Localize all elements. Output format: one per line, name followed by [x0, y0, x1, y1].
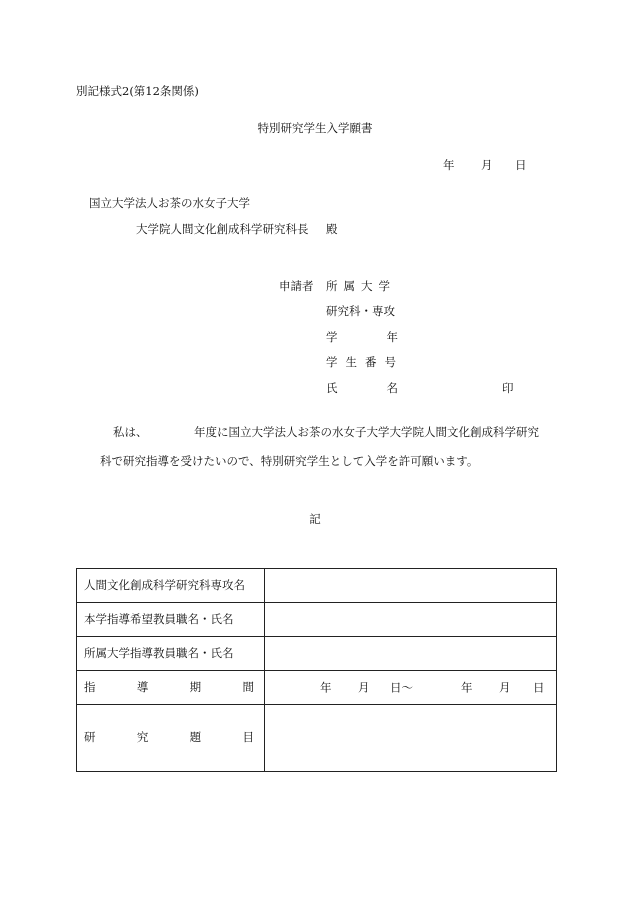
seal-mark: 印	[502, 381, 514, 395]
applicant-year: 学年	[326, 330, 447, 344]
table-row	[77, 705, 557, 772]
addressee-dean: 大学院人間文化創成科学研究科長	[136, 222, 309, 236]
addressee-university: 国立大学法人お茶の水女子大学	[89, 196, 250, 210]
row-label-period	[84, 679, 264, 694]
value-field-desired-supervisor[interactable]	[265, 603, 557, 637]
body-text-line2: 科で研究指導を受けたいので、特別研究学生として入学を許可願います。	[100, 454, 479, 468]
date-month: 月	[481, 158, 493, 172]
period-start-day: 日〜	[390, 679, 413, 694]
applicant-name: 氏名	[326, 381, 447, 395]
label-char: 導	[136, 679, 149, 694]
document-title: 特別研究学生入学願書	[257, 121, 373, 135]
period-start-month: 月	[358, 679, 370, 694]
applicant-student-id: 学生番号	[326, 355, 404, 369]
body-text-start: 私は、	[113, 425, 148, 439]
row-label-research-topic	[84, 732, 264, 744]
addressee-honorific: 殿	[326, 222, 338, 236]
label-char: 指	[84, 679, 96, 694]
table-row	[77, 671, 557, 705]
table-row	[77, 603, 557, 637]
date-day: 日	[515, 158, 527, 172]
body-text-line1: 年度に国立大学法人お茶の水女子大学大学院人間文化創成科学研究	[194, 425, 539, 439]
value-field-home-supervisor[interactable]	[265, 637, 557, 671]
table-row	[77, 569, 557, 603]
applicant-department: 研究科・専攻	[326, 304, 395, 318]
value-field-period[interactable]	[265, 671, 557, 705]
label-char: 目	[242, 730, 254, 745]
label-char: 究	[136, 730, 149, 745]
row-label-period-cell	[77, 671, 265, 705]
label-char: 期	[189, 679, 202, 694]
value-field-major[interactable]	[265, 569, 557, 603]
label-char: 研	[84, 730, 96, 745]
ki-heading: 記	[309, 512, 321, 526]
table-row	[77, 637, 557, 671]
period-end-month: 月	[499, 679, 511, 694]
label-char: 間	[242, 679, 254, 694]
row-label-home-supervisor: 所属大学指導教員職名・氏名	[77, 637, 265, 671]
period-end-year: 年	[461, 679, 473, 694]
period-start-year: 年	[320, 679, 332, 694]
row-label-desired-supervisor: 本学指導希望教員職名・氏名	[77, 603, 265, 637]
applicant-label: 申請者	[279, 279, 314, 293]
form-number: 別記様式2(第12条関係)	[76, 84, 199, 98]
label-char: 題	[189, 730, 202, 745]
value-field-research-topic[interactable]	[265, 705, 557, 772]
date-year: 年	[443, 158, 455, 172]
row-label-major: 人間文化創成科学研究科専攻名	[77, 569, 265, 603]
row-label-research-cell	[77, 705, 265, 772]
applicant-university: 所属大学	[326, 279, 396, 293]
details-table	[76, 568, 557, 772]
period-end-day: 日	[533, 679, 545, 694]
